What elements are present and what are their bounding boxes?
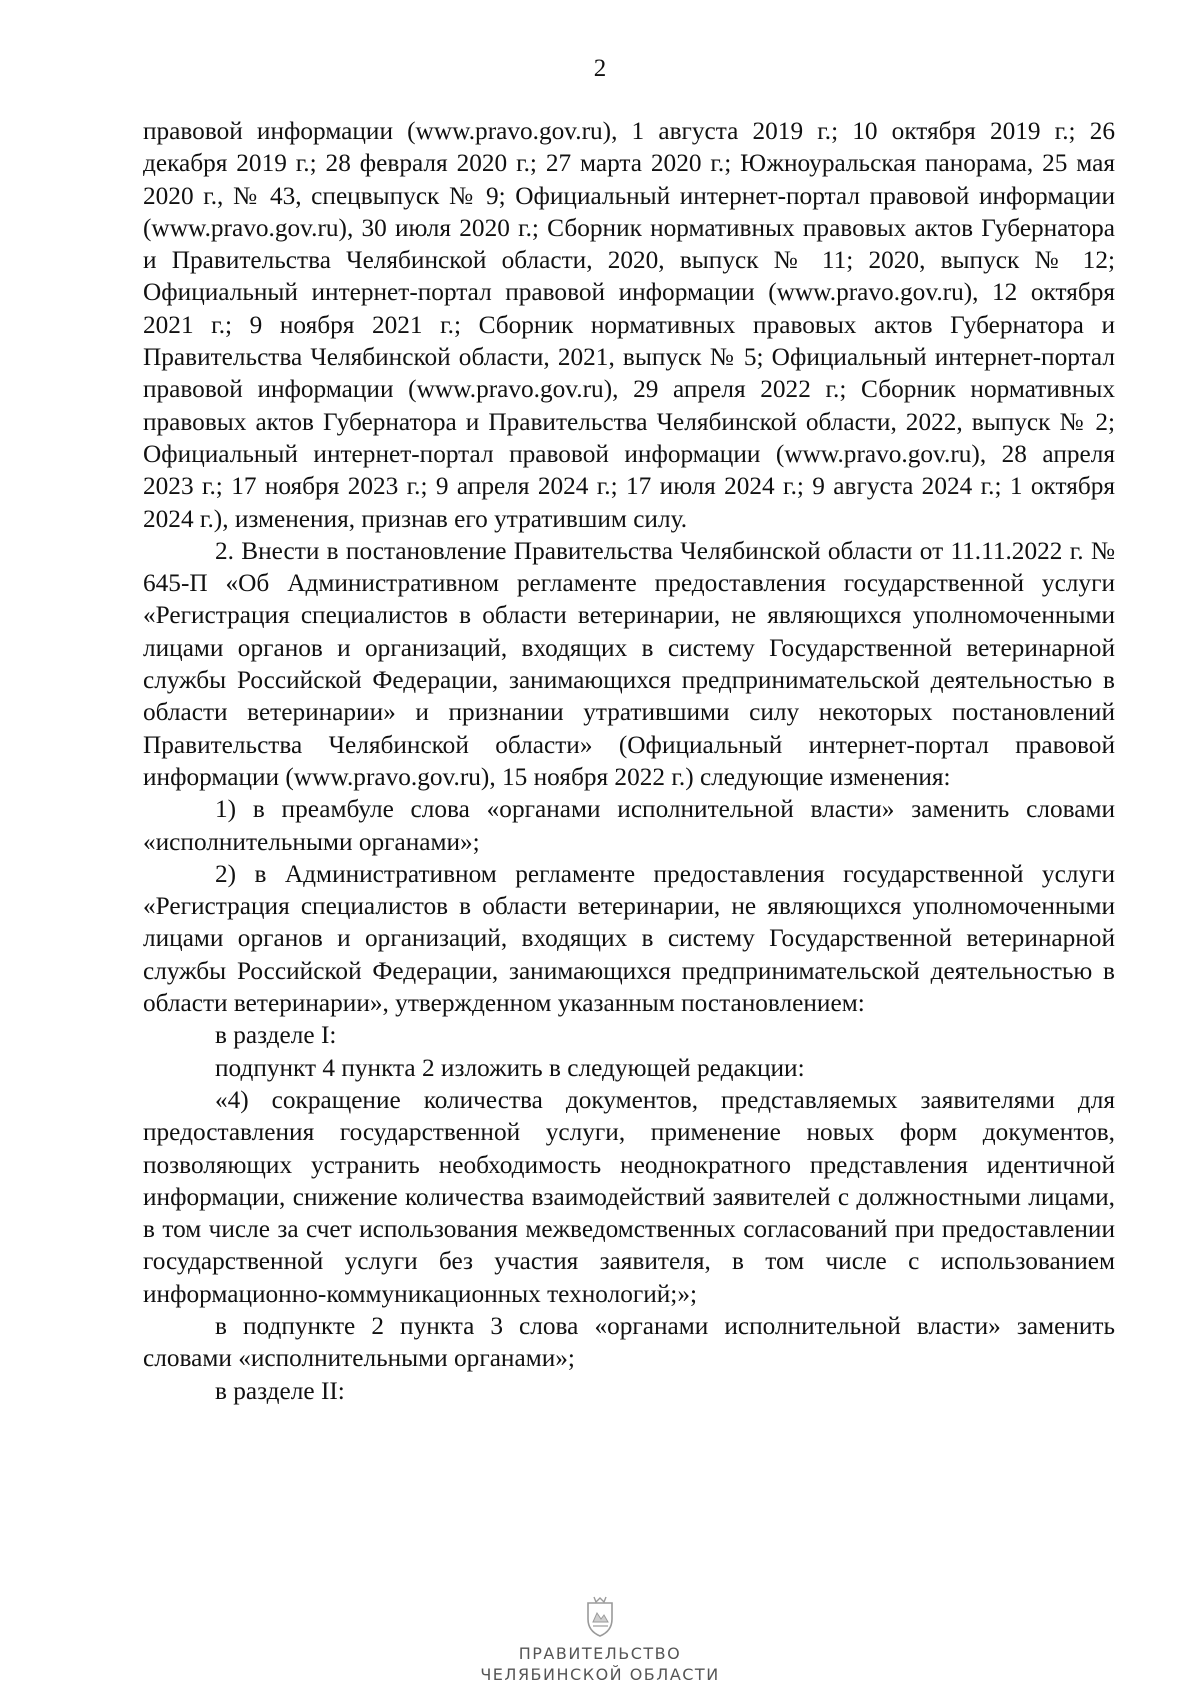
paragraph-subitem-1: 1) в преамбуле слова «органами исполнительной власти» заменить словами «исполнительными органами»; — [143, 795, 1115, 856]
paragraph-item-2: 2. Внести в постановление Правительства Челябинской области от 11.11.2022 г. № 645-П «Об Административном регламенте предоставления государственной услуги «Регистрация специалистов в области ветеринарии, не являющихся уполномоченными лицами органов и организаций, входящих в систему Государственной ветеринарной службы Российской Федерации, занимающихся предпринимательской деятельностью в области ветеринарии» и признании утратившими силу некоторых постановлений Правительства Челябинской области» (Официальный интернет-портал правовой информации (www.pravo.gov.ru), 15 ноября 2022 г.) следующие изменения: — [143, 536, 1115, 791]
coat-of-arms-icon — [580, 1595, 620, 1639]
page-number: 2 — [593, 55, 607, 82]
paragraph-subpoint-4: подпункт 4 пункта 2 изложить в следующей редакции: — [215, 1053, 805, 1082]
paragraph-quoted-text: «4) сокращение количества документов, представляемых заявителями для предоставления государственной услуги, применение новых форм документов, позволяющих устранить необходимость неоднократного представления идентичной информации, снижение количества взаимодействий заявителей с должностными лицами, в том числе за счет использования межведомственных согласований при предоставлении государственной услуги без участия заявителя, в том числе с использованием информационно-коммуникационных технологий;»; — [143, 1085, 1115, 1308]
paragraph-publication-list: правовой информации (www.pravo.gov.ru), 1 августа 2019 г.; 10 октября 2019 г.; 26 декабря 2019 г.; 28 февраля 2020 г.; 27 марта 2020 г.; Южноуральская панорама, 25 мая 2020 г., № 43, спецвыпуск № 9; Официальный интернет-портал правовой информации (www.pravo.gov.ru), 30 июля 2020 г.; Сборник нормативных правовых актов Губернатора и Правительства Челябинской области, 2020, выпуск № 11; 2020, выпуск № 12; Официальный интернет-портал правовой информации (www.pravo.gov.ru), 12 октября 2021 г.; 9 ноября 2021 г.; Сборник нормативных правовых актов Губернатора и Правительства Челябинской области, 2021, выпуск № 5; Официальный интернет-портал правовой информации (www.pravo.gov.ru), 29 апреля 2022 г.; Сборник нормативных правовых актов Губернатора и Правительства Челябинской области, 2022, выпуск № 2; Официальный интернет-портал правовой информации (www.pravo.gov.ru), 28 апреля 2023 г.; 17 ноября 2023 г.; 9 апреля 2024 г.; 17 июля 2024 г.; 9 августа 2024 г.; 1 октября 2024 г.), изменения, признав его утратившим силу. — [143, 117, 1115, 533]
paragraph-section-1: в разделе I: — [215, 1021, 337, 1050]
paragraph-subitem-2: 2) в Административном регламенте предоставления государственной услуги «Регистрация специалистов в области ветеринарии, не являющихся уполномоченными лицами органов и организаций, входящих в систему Государственной ветеринарной службы Российской Федерации, занимающихся предпринимательской деятельностью в области ветеринарии», утвержденном указанным постановлением: — [143, 859, 1115, 1018]
paragraph-section-2: в разделе II: — [215, 1376, 345, 1405]
government-stamp — [0, 1595, 1200, 1685]
stamp-line-region: ЧЕЛЯБИНСКОЙ ОБЛАСТИ — [480, 1665, 720, 1684]
paragraph-subpoint-2-point-3: в подпункте 2 пункта 3 слова «органами исполнительной власти» заменить словами «исполнительными органами»; — [143, 1311, 1115, 1373]
document-body — [143, 115, 1115, 1407]
stamp-line-government: ПРАВИТЕЛЬСТВО — [518, 1644, 682, 1663]
